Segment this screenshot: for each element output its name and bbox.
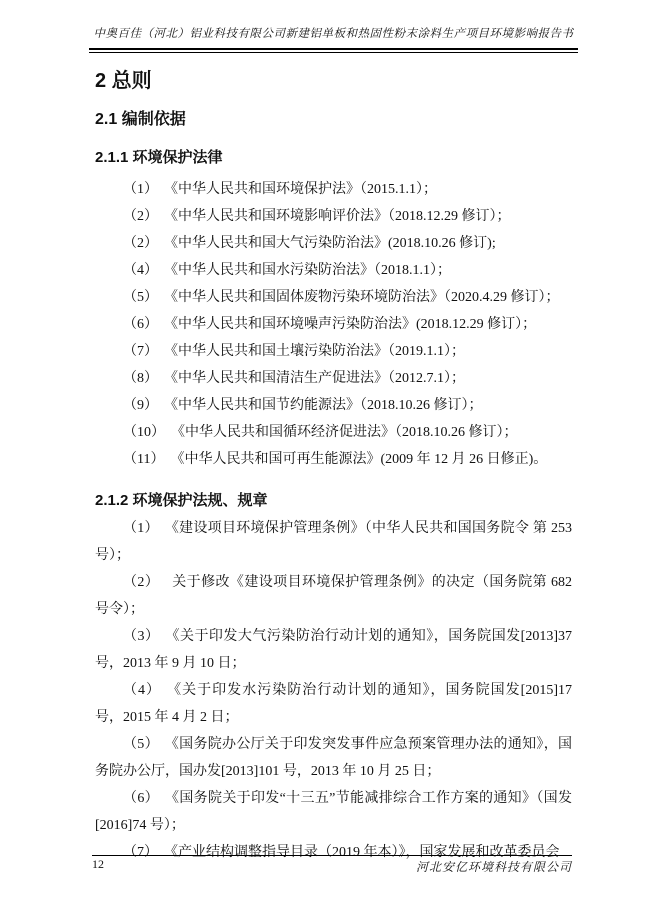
item-text: 《中华人民共和国环境影响评价法》（2018.12.29 修订）； <box>171 209 511 224</box>
item-number: （2） <box>123 236 158 251</box>
item-text: 《中华人民共和国大气污染防治法》(2018.10.26 修订); <box>171 236 496 251</box>
item-number: （1） <box>123 182 158 197</box>
footer-company-name: 河北安亿环境科技有限公司 <box>415 860 572 874</box>
section-title: 2.1 编制依据 <box>95 111 186 128</box>
item-text: 《中华人民共和国土壤污染防治法》（2019.1.1）； <box>171 344 465 359</box>
regulation-paragraph <box>95 515 572 569</box>
item-number: （2） <box>123 575 160 590</box>
item-number: （2） <box>123 209 158 224</box>
item-text: 《国务院关于印发“十三五”节能减排综合工作方案的通知》（国发[2016]74 号）； <box>95 791 572 833</box>
item-number: （11） <box>123 452 165 467</box>
item-text: 《关于印发大气污染防治行动计划的通知》，国务院国发[2013]37 号，2013 年 9 月 10 日； <box>95 629 572 671</box>
item-number: （1） <box>123 521 159 536</box>
item-number: （5） <box>123 290 158 305</box>
list-item <box>95 284 572 311</box>
page-number: 12 <box>92 857 104 871</box>
item-text: 《中华人民共和国环境保护法》（2015.1.1）； <box>171 182 437 197</box>
item-number: （5） <box>123 737 159 752</box>
item-text: 《中华人民共和国节约能源法》（2018.10.26 修订）； <box>171 398 483 413</box>
item-text: 关于修改《建设项目环境保护管理条例》的决定（国务院第 682 号令）； <box>95 575 572 617</box>
regulation-paragraph <box>95 623 572 677</box>
item-text: 《中华人民共和国可再生能源法》(2009 年 12 月 26 日修正)。 <box>177 452 548 467</box>
list-item <box>95 311 572 338</box>
list-item <box>95 203 572 230</box>
item-text: 《国务院办公厅关于印发突发事件应急预案管理办法的通知》，国务院办公厅，国办发[2013]101 号，2013 年 10 月 25 日； <box>95 737 573 779</box>
item-text: 《关于印发水污染防治行动计划的通知》，国务院国发[2015]17 号，2015 年 4 月 2 日； <box>95 683 572 725</box>
item-number: （10） <box>123 425 165 440</box>
chapter-title: 2 总则 <box>95 70 152 92</box>
subsection-title-laws: 2.1.1 环境保护法律 <box>95 149 223 166</box>
item-text: 《中华人民共和国环境噪声污染防治法》(2018.12.29 修订）； <box>171 317 537 332</box>
item-text: 《中华人民共和国循环经济促进法》（2018.10.26 修订）； <box>178 425 518 440</box>
item-number: （6） <box>123 317 158 332</box>
list-item <box>95 257 572 284</box>
item-number: （3） <box>123 629 160 644</box>
law-list <box>95 176 572 473</box>
item-text: 《中华人民共和国水污染防治法》（2018.1.1）； <box>171 263 451 278</box>
item-number: （7） <box>123 845 158 860</box>
regulation-paragraph <box>95 677 572 731</box>
item-number: （8） <box>123 371 158 386</box>
regulation-paragraph <box>95 569 572 623</box>
item-number: （9） <box>123 398 158 413</box>
item-number: （6） <box>123 791 159 806</box>
list-item <box>95 446 572 473</box>
item-text: 《建设项目环境保护管理条例》（中华人民共和国国务院令 第 253 号）； <box>95 521 572 563</box>
regulation-paragraph <box>95 731 572 785</box>
regulation-paragraph <box>95 785 572 839</box>
regulation-list <box>95 515 572 866</box>
header-double-rule <box>89 48 578 53</box>
list-item <box>95 338 572 365</box>
item-text: 《中华人民共和国清洁生产促进法》（2012.7.1）； <box>171 371 465 386</box>
item-number: （7） <box>123 344 158 359</box>
subsection-title-regulations: 2.1.2 环境保护法规、规章 <box>95 492 268 509</box>
list-item <box>95 176 572 203</box>
list-item <box>95 419 572 446</box>
item-number: （4） <box>123 263 158 278</box>
running-header-title: 中奥百佳（河北）铝业科技有限公司新建铝单板和热固性粉末涂料生产项目环境影响报告书 <box>93 28 574 40</box>
list-item <box>95 392 572 419</box>
page-footer <box>92 855 572 875</box>
list-item <box>95 365 572 392</box>
item-text: 《产业结构调整指导目录（2019 年本）》，国家发展和改革委员会 <box>171 845 560 860</box>
item-number: （4） <box>123 683 162 698</box>
item-text: 《中华人民共和国固体废物污染环境防治法》（2020.4.29 修订）； <box>171 290 560 305</box>
list-item <box>95 230 572 257</box>
